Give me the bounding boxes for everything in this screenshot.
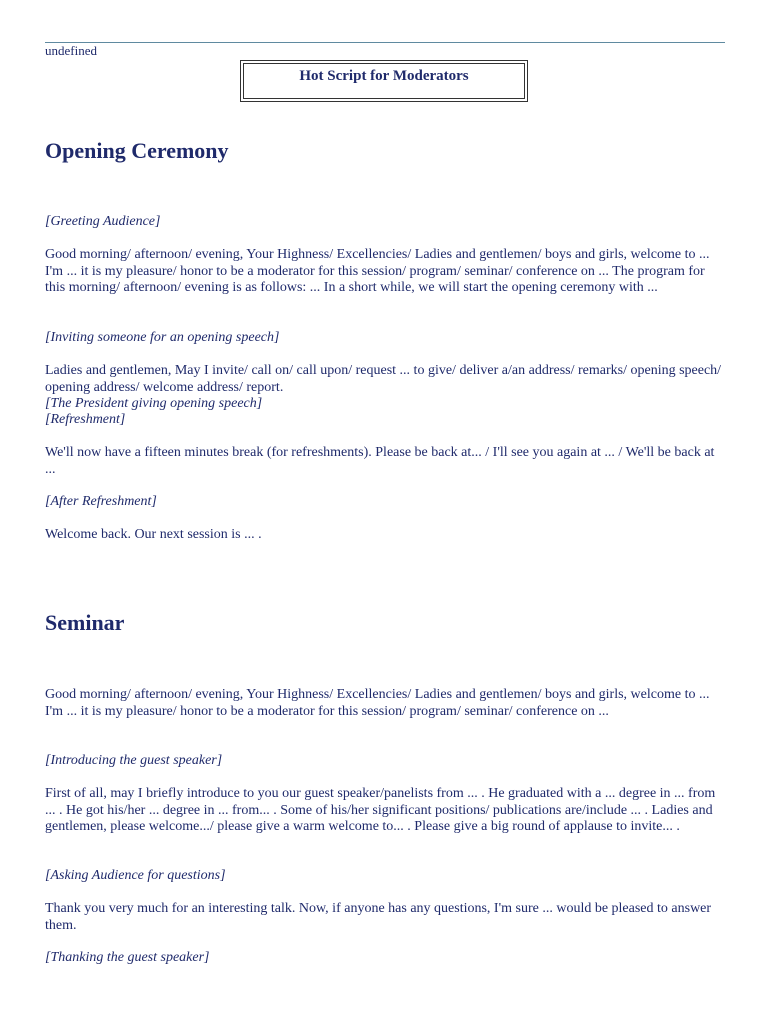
heading-seminar: Seminar [45, 610, 125, 635]
cue-president-speech: [The President giving opening speech] [45, 396, 263, 411]
paragraph-after-refreshment: Welcome back. Our next session is ... . [45, 527, 262, 542]
top-divider [45, 42, 725, 43]
cue-asking-questions: [Asking Audience for questions] [45, 868, 226, 883]
paragraph-greeting: Good morning/ afternoon/ evening, Your Highness/ Excellencies/ Ladies and gentlemen/ boys and girls, welcome to ... I'm ... it is my pleasure/ honor to be a moderator for this session/ program/ seminar/ conference on ... The program for this morning/ afternoon/ evening is as follows: ... In a short while, we will start the opening ceremony with ... [45, 247, 710, 295]
title-box [240, 60, 528, 102]
cue-inviting-speech: [Inviting someone for an opening speech] [45, 330, 280, 345]
document-title: Hot Script for Moderators [243, 63, 525, 99]
paragraph-introducing: First of all, may I briefly introduce to you our guest speaker/panelists from ... . He graduated with a ... degree in ... from ... . He got his/her ... degree in ... from... . Some of his/her significant positions/ publications are/include ... . Ladies and gentlemen, please welcome.../ please give a warm welcome to... . Please give a big round of applause to invite... . [45, 786, 716, 834]
undefined-label: undefined [45, 43, 97, 58]
cue-introducing-speaker: [Introducing the guest speaker] [45, 753, 223, 768]
cue-thanking-speaker: [Thanking the guest speaker] [45, 950, 210, 965]
paragraph-asking: Thank you very much for an interesting talk. Now, if anyone has any questions, I'm sure ... would be pleased to answer them. [45, 901, 712, 933]
paragraph-inviting: Ladies and gentlemen, May I invite/ call on/ call upon/ request ... to give/ deliver a/an address/ remarks/ opening speech/ opening address/ welcome address/ report. [45, 363, 722, 395]
cue-greeting-audience: [Greeting Audience] [45, 214, 161, 229]
paragraph-seminar-greeting: Good morning/ afternoon/ evening, Your Highness/ Excellencies/ Ladies and gentlemen/ boys and girls, welcome to ... I'm ... it is my pleasure/ honor to be a moderator for this session/ program/ seminar/ conference on ... [45, 687, 710, 719]
paragraph-refreshment: We'll now have a fifteen minutes break (for refreshments). Please be back at... / I'll see you again at ... / We'll be back at ... [45, 445, 715, 477]
cue-refreshment: [Refreshment] [45, 412, 126, 427]
cue-after-refreshment: [After Refreshment] [45, 494, 157, 509]
heading-opening-ceremony: Opening Ceremony [45, 138, 229, 163]
